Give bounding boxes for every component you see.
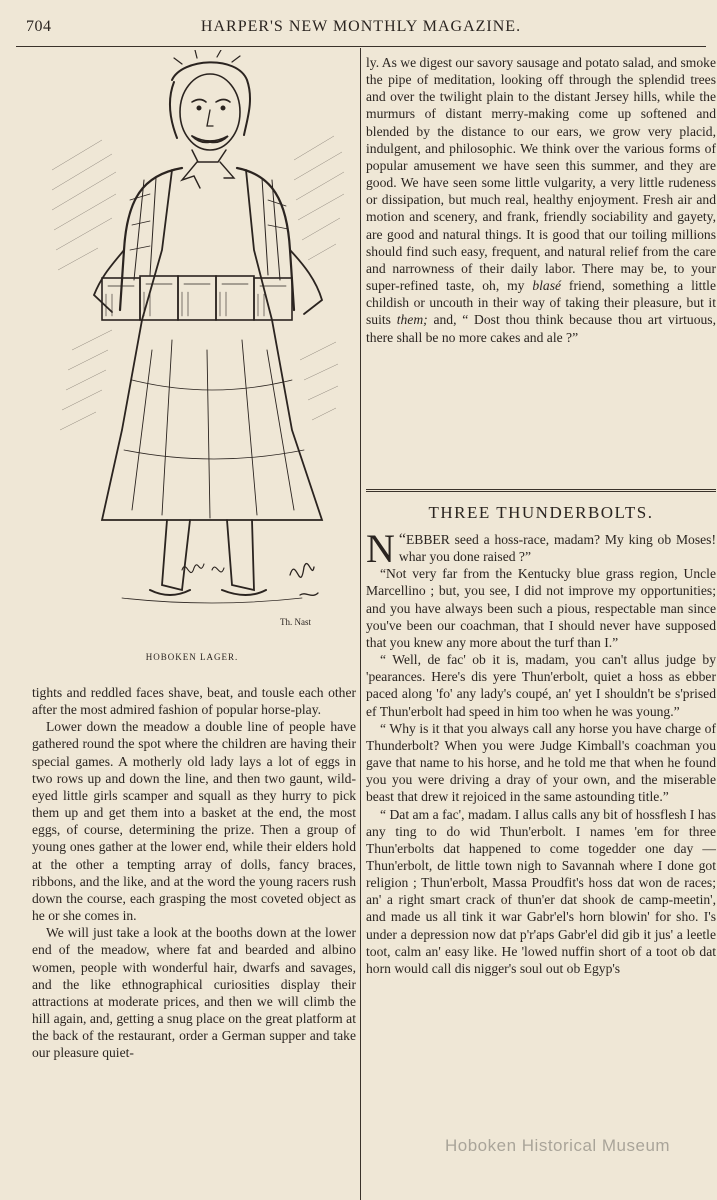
text-run: friend, something a little childish or uncouth in their way of taking their pleasure, but it suits (366, 278, 716, 328)
italic-text: them; (396, 312, 428, 328)
story-text (366, 526, 716, 977)
hoboken-lager-illustration (32, 50, 352, 630)
paragraph: “ Well, de fac' ob it is, madam, you can't allus judge by 'pearances. Here's dis yere Thun'erbolt, quiet a hoss as ebber paced along 'fo' any lady's coupé, an' yet I shouldn't be s'prised ef Thun'erbolt had speed in him too when he was young.” (366, 652, 716, 719)
paragraph: We will just take a look at the booths down at the lower end of the meadow, where fat and bearded and albino women, people with wonderful hair, dwarfs and savages, and the like ethnographical curiosities display their attractions at moderate prices, and then we will climb the hill again, and, getting a snug place on the great platform at the back of the restaurant, order a German supper and take our pleasure quiet- (32, 925, 356, 1061)
left-column-text (32, 684, 356, 1061)
paragraph: “Not very far from the Kentucky blue grass region, Uncle Marcellino ; but, you see, I did not improve my opportunities; and you have always been such a pious, respectable man since you've been our coachman, that I should never have supposed that you knew any more about the turf than I.” (366, 566, 716, 650)
paragraph: tights and reddled faces shave, beat, and tousle each other after the most admired fashion of popular horse-play. (32, 685, 356, 718)
paragraph (366, 54, 716, 346)
section-divider-bottom (366, 491, 716, 492)
museum-watermark: Hoboken Historical Museum (445, 1136, 671, 1155)
text-run: EBBER seed a hoss-race, madam? My king ob Moses! whar you done raised ?” (398, 532, 716, 565)
right-column-top-text (366, 54, 716, 346)
opening-quote: “ (398, 531, 406, 548)
artist-signature: Th. Nast (280, 617, 311, 627)
page-header (16, 6, 706, 47)
paragraph: “ Why is it that you always call any horse you have charge of Thunderbolt? When you were Judge Kimball's coachman you gave that name to his horse, and he told me that when he found you you were driving a dray of your own, and the miserable beast that drew it rejoiced in the same astounding title.” (366, 720, 716, 805)
section-title: THREE THUNDERBOLTS. (428, 503, 654, 522)
paragraph: “ Dat am a fac', madam. I allus calls any bit of hossflesh I has any ting to do wid Thun'erbolt. I names 'em for three Thun'erbolts dat happened to come togedder one day —Thun'erbolt, de little town nigh to Savannah where I done got religion ; Thun'erbolt, Massa Proudfit's hoss dat won de races; an' a right smart crack of thun'er dat shook de camp-meetin', and made us all tink it war Gabr'el's horn blowin' for sho. I's under a depression now dat p'r'aps Gabr'el did gib it jus' a leetle toot, calm an' easy like. He 'lowed nuffin short of a toot ob dat horn would call dis nigger's soul out ob Egyp's (366, 806, 716, 976)
italic-text: blasé (532, 278, 562, 294)
illustration-caption: HOBOKEN LAGER. (145, 652, 239, 662)
drop-cap: N (366, 526, 395, 571)
text-run: and, “ Dost thou think because thou art virtuous, there shall be no more cakes and ale ?” (366, 312, 716, 345)
running-title: HARPER'S NEW MONTHLY MAGAZINE. (200, 18, 522, 35)
paragraph: Lower down the meadow a double line of people have gathered round the spot where the children are having their special games. A motherly old lady lays a lot of eggs in two rows up and down the line, and then two gaunt, wild-eyed little girls scamper and squall as they hurry to pick them up and get them into a basket at the end, the most eggs, of course, determining the prize. Then a group of young ones gather at the lower end, while their elders hold at the other a tempting array of dolls, fancy braces, ribbons, and the like, and at the word the young racers rush down the course, each grasping the most coveted object as he or she comes in. (32, 719, 356, 924)
page-number: 704 (26, 18, 52, 35)
column-divider (360, 48, 361, 1200)
section-divider-top (366, 489, 716, 490)
opening-paragraph (366, 526, 716, 571)
text-run: ly. As we digest our savory sausage and potato salad, and smoke the pipe of meditation, looking off through the splendid trees and over the twilight plain to the distant Jersey hills, while the murmurs of distant merry-making come up softened and blended by the distance to our ears, we grow very placid, indulgent, and philosophic. We think over the various forms of popular amusement we have seen this summer, and they are good. We have seen some little vulgarity, a very little rudeness or dissipation, but much real, healthy enjoyment. Fresh air and motion and scenery, and frank, friendly sociability and gayety, are good and natural things. It is good that our toiling millions should find such easy, frequent, and natural relief from the care and narrowness of their daily labor. There may be, to your super-refined taste, oh, my (366, 55, 716, 294)
